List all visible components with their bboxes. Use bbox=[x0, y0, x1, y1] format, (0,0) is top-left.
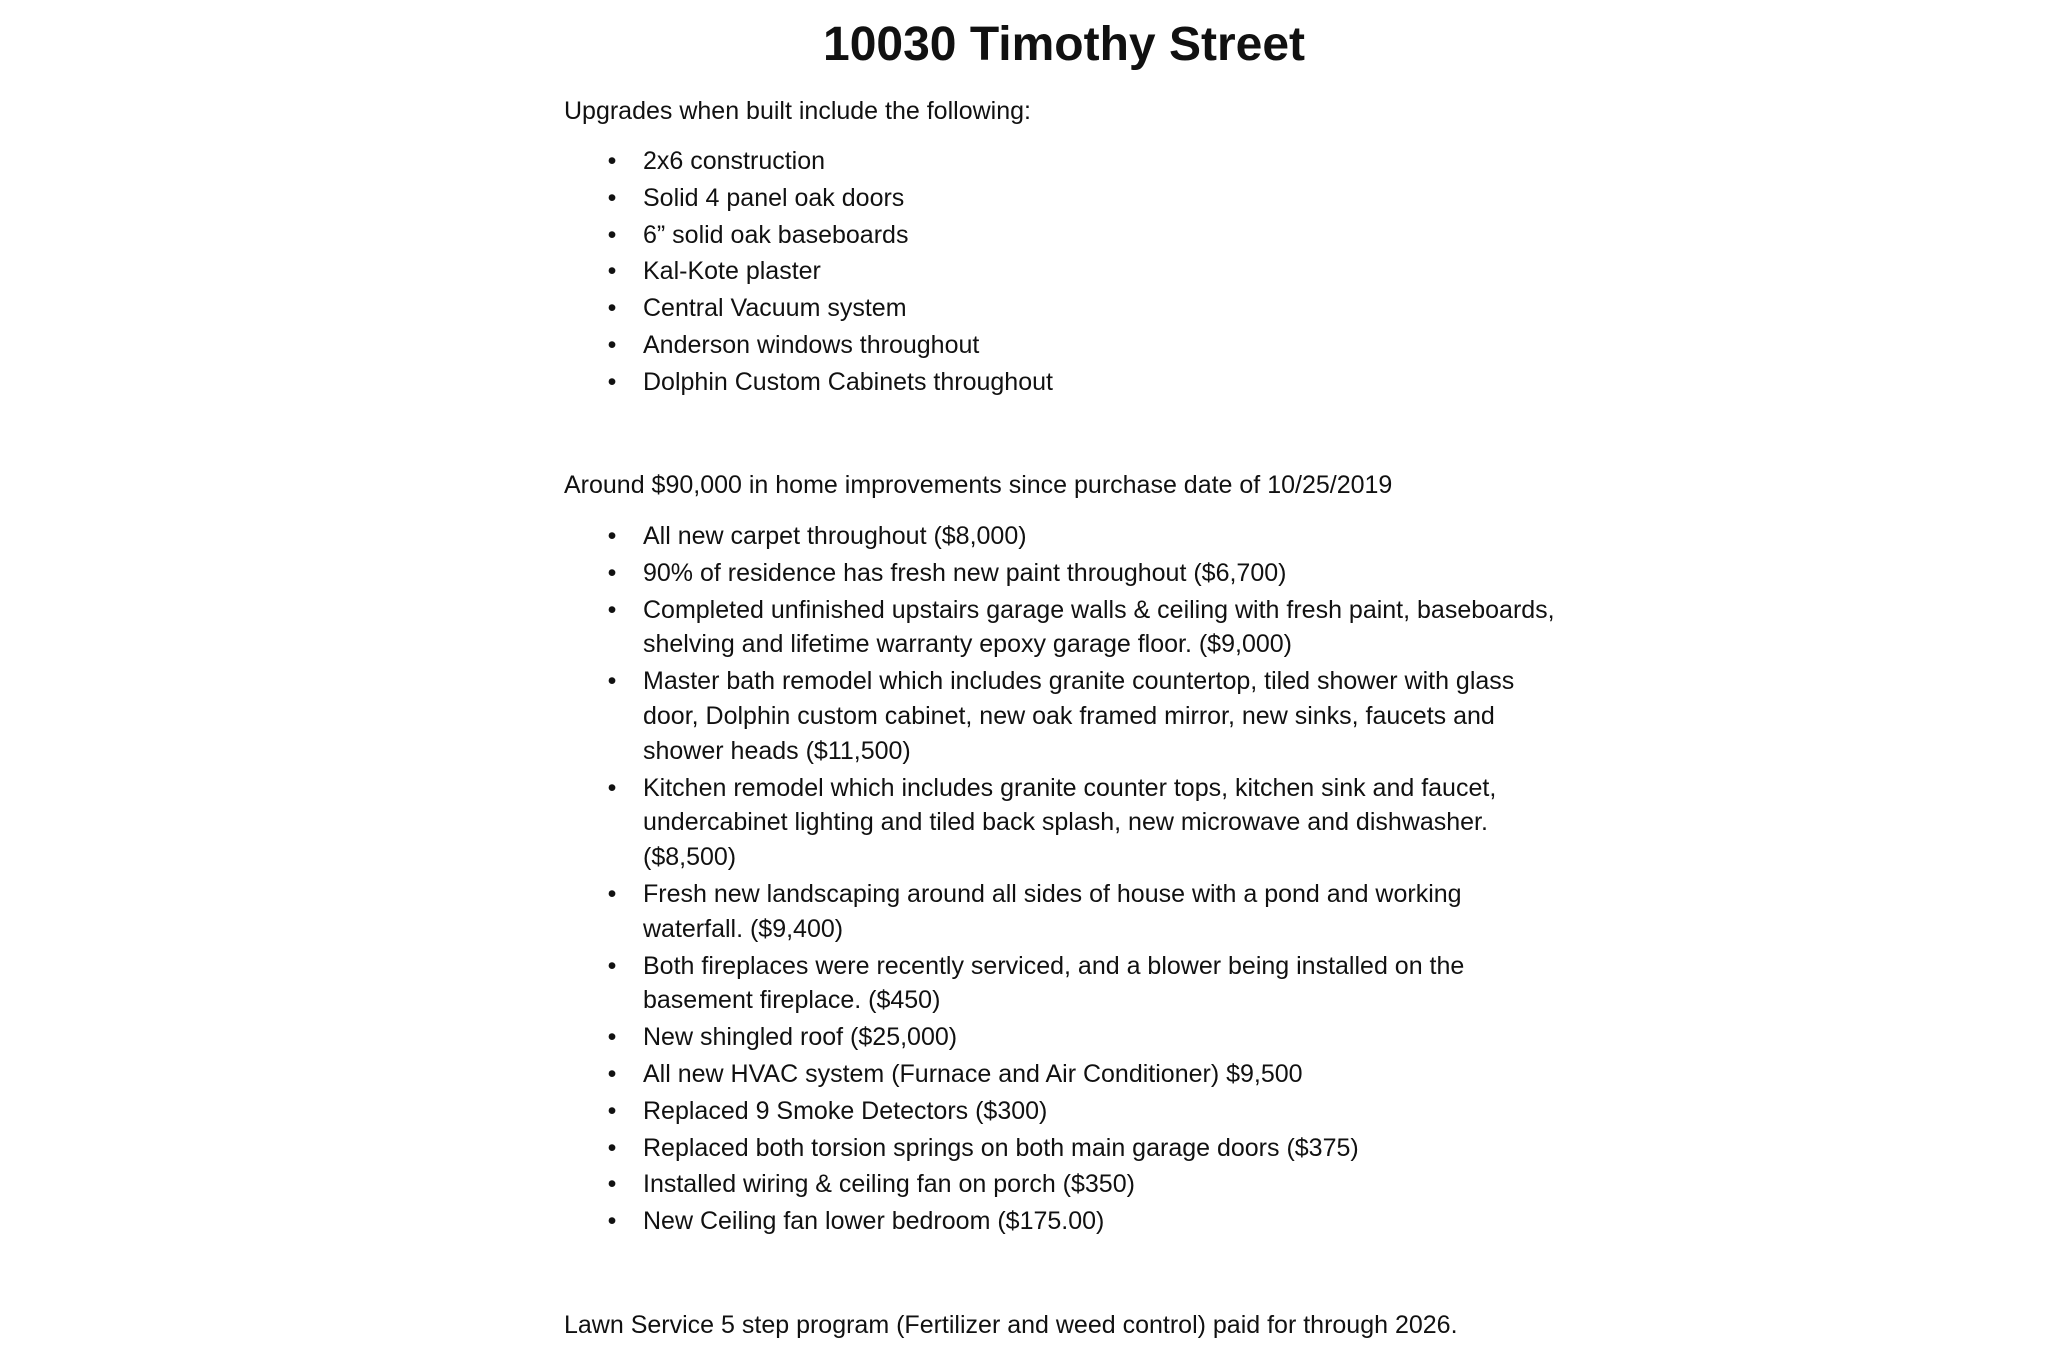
list-item: • Replaced both torsion springs on both main garage doors ($375) bbox=[564, 1131, 1564, 1166]
bullet-icon bbox=[602, 519, 622, 554]
bullet-icon bbox=[602, 1094, 622, 1129]
list-item: • Solid 4 panel oak doors bbox=[564, 181, 1564, 216]
list-item: • 90% of residence has fresh new paint throughout ($6,700) bbox=[564, 556, 1564, 591]
closing-note: Lawn Service 5 step program (Fertilizer and weed control) paid for through 2026. bbox=[564, 1311, 1458, 1339]
list-item: • Dolphin Custom Cabinets throughout bbox=[564, 365, 1564, 400]
list-item: • All new carpet throughout ($8,000) bbox=[564, 519, 1564, 554]
bullet-icon bbox=[602, 144, 622, 179]
list-item: • New shingled roof ($25,000) bbox=[564, 1020, 1564, 1055]
bullet-icon bbox=[602, 556, 622, 591]
list-item: • Installed wiring & ceiling fan on porch ($350) bbox=[564, 1167, 1564, 1202]
bullet-icon bbox=[602, 218, 622, 253]
bullet-icon bbox=[602, 1020, 622, 1055]
page-title: 10030 Timothy Street bbox=[823, 18, 1305, 71]
upgrades-list bbox=[564, 144, 1564, 402]
improvements-list bbox=[564, 519, 1564, 1241]
list-item: • Kal-Kote plaster bbox=[564, 254, 1564, 289]
bullet-icon bbox=[602, 181, 622, 216]
bullet-icon bbox=[602, 328, 622, 363]
list-item: • Fresh new landscaping around all sides of house with a pond and working waterfall. ($9,400) bbox=[564, 877, 1564, 947]
bullet-icon bbox=[602, 877, 622, 912]
list-item: • Master bath remodel which includes granite countertop, tiled shower with glass door, Dolphin custom cabinet, new oak framed mirror, new sinks, faucets and shower heads ($11,500) bbox=[564, 664, 1564, 768]
bullet-icon bbox=[602, 664, 622, 699]
bullet-icon bbox=[602, 1167, 622, 1202]
bullet-icon bbox=[602, 1131, 622, 1166]
bullet-icon bbox=[602, 1204, 622, 1239]
upgrades-intro: Upgrades when built include the following: bbox=[564, 97, 1031, 125]
list-item: • New Ceiling fan lower bedroom ($175.00) bbox=[564, 1204, 1564, 1239]
bullet-icon bbox=[602, 291, 622, 326]
list-item: • All new HVAC system (Furnace and Air Conditioner) $9,500 bbox=[564, 1057, 1564, 1092]
bullet-icon bbox=[602, 1057, 622, 1092]
list-item: • Central Vacuum system bbox=[564, 291, 1564, 326]
list-item: • Both fireplaces were recently serviced, and a blower being installed on the basement fireplace. ($450) bbox=[564, 949, 1564, 1019]
bullet-icon bbox=[602, 593, 622, 628]
bullet-icon bbox=[602, 771, 622, 806]
list-item: • Anderson windows throughout bbox=[564, 328, 1564, 363]
list-item: • 6” solid oak baseboards bbox=[564, 218, 1564, 253]
list-item: • Completed unfinished upstairs garage walls & ceiling with fresh paint, baseboards, shelving and lifetime warranty epoxy garage floor. ($9,000) bbox=[564, 593, 1564, 663]
list-item: • Kitchen remodel which includes granite counter tops, kitchen sink and faucet, undercabinet lighting and tiled back splash, new microwave and dishwasher. ($8,500) bbox=[564, 771, 1564, 875]
improvements-intro: Around $90,000 in home improvements since purchase date of 10/25/2019 bbox=[564, 471, 1393, 499]
bullet-icon bbox=[602, 949, 622, 984]
list-item: • 2x6 construction bbox=[564, 144, 1564, 179]
list-item: • Replaced 9 Smoke Detectors ($300) bbox=[564, 1094, 1564, 1129]
bullet-icon bbox=[602, 365, 622, 400]
bullet-icon bbox=[602, 254, 622, 289]
